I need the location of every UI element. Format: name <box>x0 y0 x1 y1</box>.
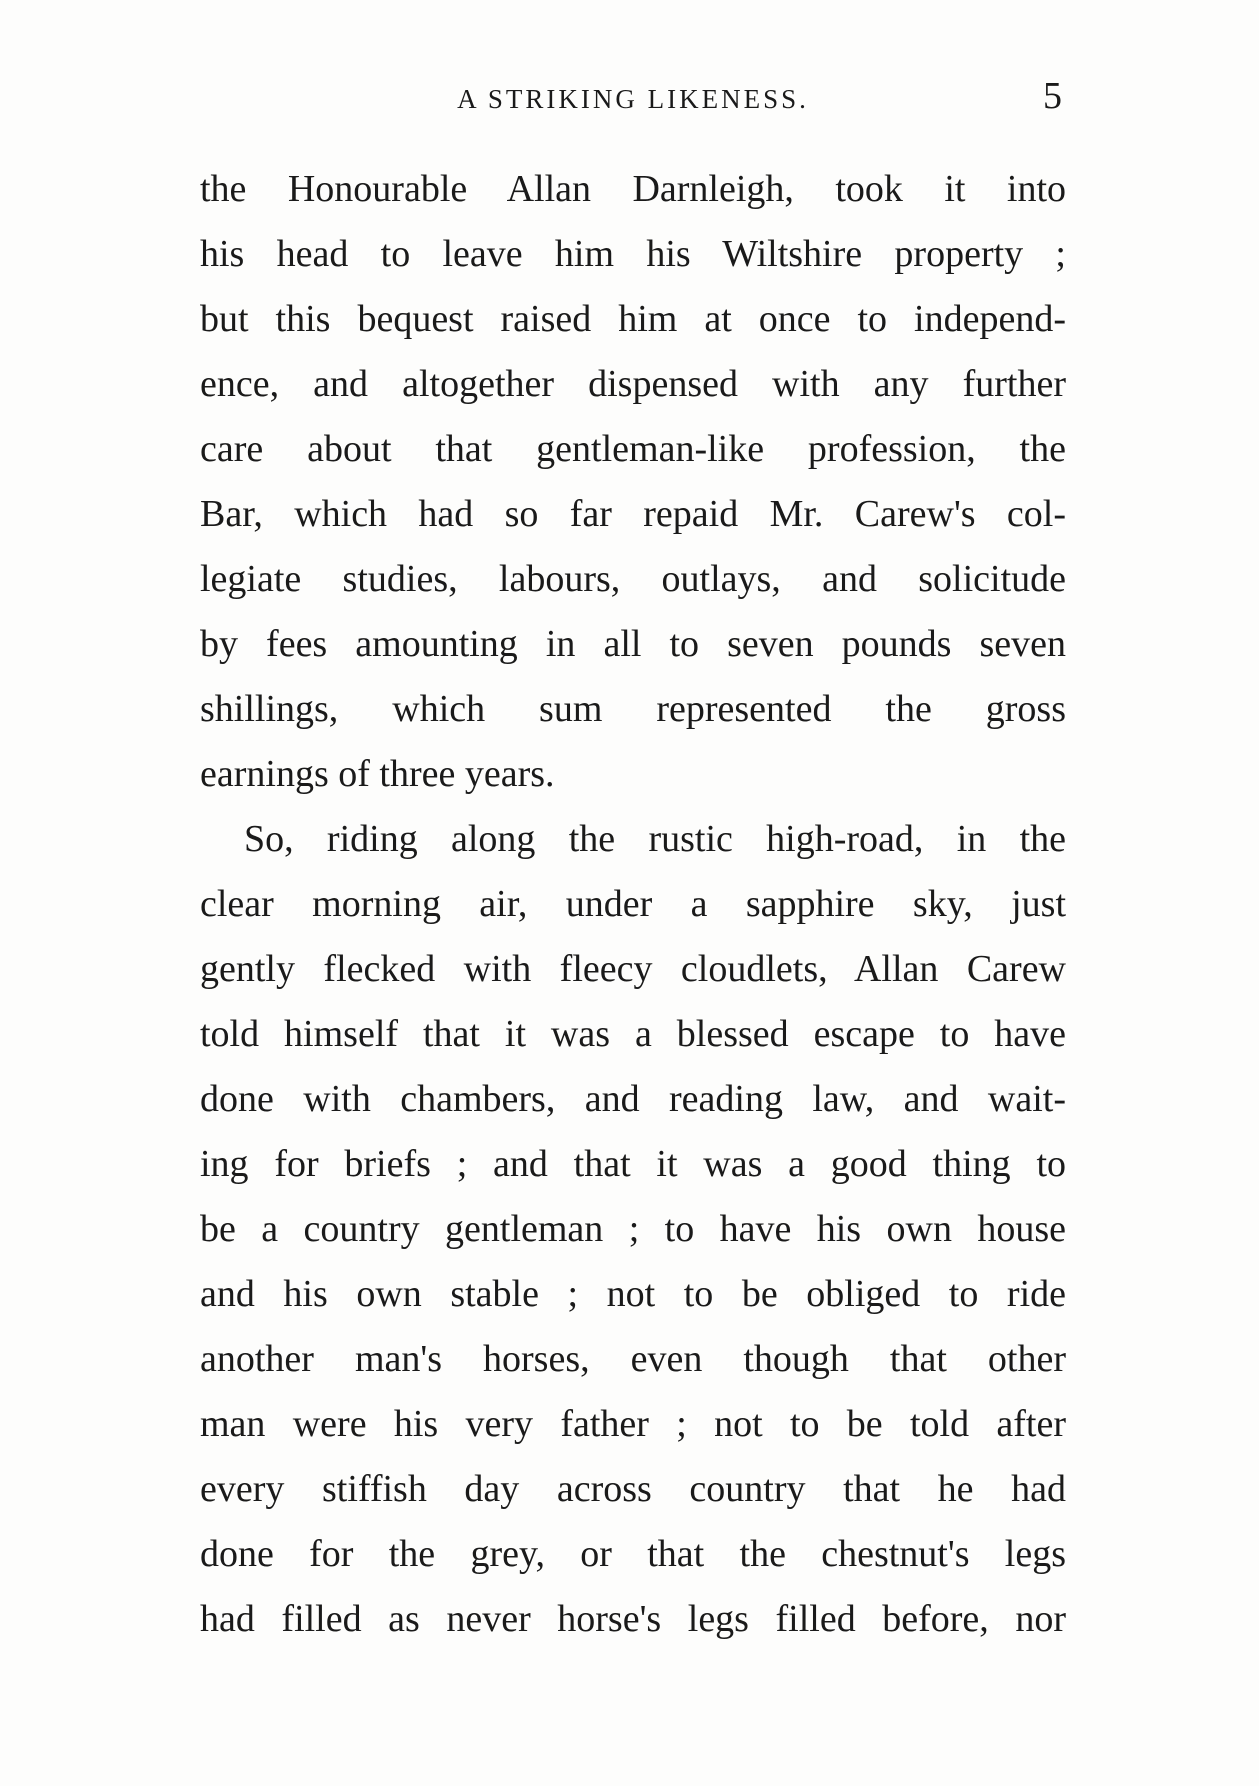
text-line: ence, and altogether dispensed with any further <box>200 363 1066 405</box>
text-line: but this bequest raised him at once to independ- <box>200 298 1066 340</box>
text-line: clear morning air, under a sapphire sky, just <box>200 883 1066 925</box>
text-line: ing for briefs ; and that it was a good thing to <box>200 1143 1066 1185</box>
text-line: be a country gentleman ; to have his own house <box>200 1208 1066 1250</box>
text-line-paragraph-end: earnings of three years. <box>200 753 555 795</box>
text-line: Bar, which had so far repaid Mr. Carew's col- <box>200 493 1066 535</box>
text-line: legiate studies, labours, outlays, and solicitude <box>200 558 1066 600</box>
body-text <box>200 157 1066 1652</box>
text-line: done with chambers, and reading law, and wait- <box>200 1078 1066 1120</box>
running-title: A STRIKING LIKENESS. <box>457 84 809 114</box>
text-line: gently flecked with fleecy cloudlets, Allan Carew <box>200 948 1066 990</box>
text-line: told himself that it was a blessed escape to have <box>200 1013 1066 1055</box>
text-line: done for the grey, or that the chestnut's legs <box>200 1533 1066 1575</box>
running-head <box>200 70 1066 120</box>
text-line: by fees amounting in all to seven pounds seven <box>200 623 1066 665</box>
text-line: care about that gentleman-like profession, the <box>200 428 1066 470</box>
text-line: every stiffish day across country that he had <box>200 1468 1066 1510</box>
text-line: shillings, which sum represented the gross <box>200 688 1066 730</box>
text-line: the Honourable Allan Darnleigh, took it into <box>200 168 1066 210</box>
text-line-paragraph-start: So, riding along the rustic high-road, in the <box>244 818 1066 860</box>
text-line: his head to leave him his Wiltshire property ; <box>200 233 1066 275</box>
text-line: another man's horses, even though that other <box>200 1338 1066 1380</box>
text-line: and his own stable ; not to be obliged to ride <box>200 1273 1066 1315</box>
page-number: 5 <box>1043 75 1062 117</box>
text-line: man were his very father ; not to be told after <box>200 1403 1066 1445</box>
text-line: had filled as never horse's legs filled before, nor <box>200 1598 1066 1640</box>
